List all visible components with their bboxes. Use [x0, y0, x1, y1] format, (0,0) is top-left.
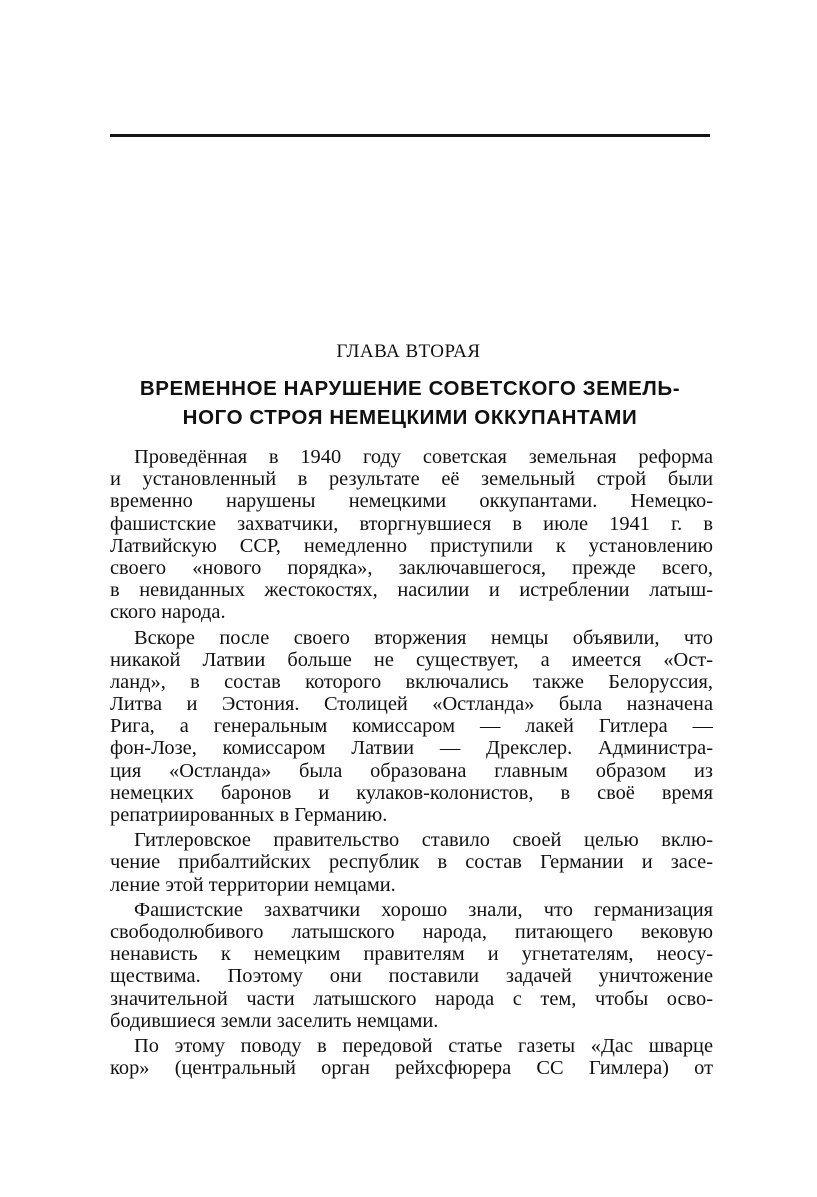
text-line: в невиданных жестокостях, насилии и истреблении латыш-: [110, 579, 713, 602]
text-line: ланд», в состав которого включались также Белоруссия,: [110, 670, 713, 693]
paragraph: [110, 627, 713, 827]
chapter-title-line: ВРЕМЕННОЕ НАРУШЕНИЕ СОВЕТСКОГО ЗЕМЕЛЬ-: [139, 377, 681, 400]
top-rule: [110, 134, 710, 137]
paragraph: [110, 829, 713, 896]
chapter-label: ГЛАВА ВТОРАЯ: [336, 341, 481, 362]
text-line: ненависть к немецким правителям и угнетателям, неосу-: [110, 943, 713, 966]
text-line: Литва и Эстония. Столицей «Остланда» была назначена: [110, 693, 713, 716]
text-line: никакой Латвии больше не существует, а имеется «Ост-: [110, 648, 713, 671]
text-line: значительной части латышского народа с тем, чтобы осво-: [110, 987, 713, 1010]
text-line: Рига, а генеральным комиссаром — лакей Гитлера —: [110, 715, 713, 738]
text-line: репатриированных в Германию.: [110, 804, 388, 826]
text-line: По этому поводу в передовой статье газеты «Дас шварце: [134, 1034, 713, 1057]
text-line: Вскоре после своего вторжения немцы объявили, что: [134, 626, 713, 649]
text-line: и установленный в результате её земельный строй были: [110, 468, 713, 491]
text-line: своего «нового порядка», заключавшегося, прежде всего,: [110, 556, 713, 579]
text-line: Латвийскую ССР, немедленно приступили к установлению: [110, 534, 713, 557]
paragraph: [110, 899, 713, 1032]
text-line: ществима. Поэтому они поставили задачей уничтожение: [110, 965, 713, 988]
text-line: фон-Лозе, комиссаром Латвии — Дрекслер. Администра-: [110, 737, 713, 760]
text-line: ция «Остланда» была образована главным образом из: [110, 759, 713, 782]
paragraph: [110, 1035, 713, 1079]
body-text: [110, 446, 713, 1082]
text-line: фашистские захватчики, вторгнувшиеся в июле 1941 г. в: [110, 512, 713, 535]
text-line: Гитлеровское правительство ставило своей целью вклю-: [134, 829, 713, 852]
text-line: Проведённая в 1940 году советская земельная реформа: [134, 446, 713, 468]
text-line: ление этой территории немцами.: [110, 873, 396, 896]
text-line: Фашистские захватчики хорошо знали, что германизация: [134, 898, 713, 921]
text-line: свободолюбивого латышского народа, питающего вековую: [110, 920, 713, 943]
chapter-title: [110, 374, 710, 432]
text-line: чение прибалтийских республик в состав Германии и засе-: [110, 851, 713, 874]
paragraph: [110, 446, 713, 624]
text-line: кор» (центральный орган рейхсфюрера СС Гимлера) от: [110, 1057, 713, 1080]
text-line: бодившиеся земли заселить немцами.: [110, 1009, 439, 1032]
chapter-title-line: НОГО СТРОЯ НЕМЕЦКИМИ ОККУПАНТАМИ: [182, 406, 638, 429]
text-line: ского народа.: [110, 601, 226, 624]
text-line: временно нарушены немецкими оккупантами. Немецко-: [110, 490, 713, 513]
text-line: немецких баронов и кулаков-колонистов, в своё время: [110, 781, 713, 804]
